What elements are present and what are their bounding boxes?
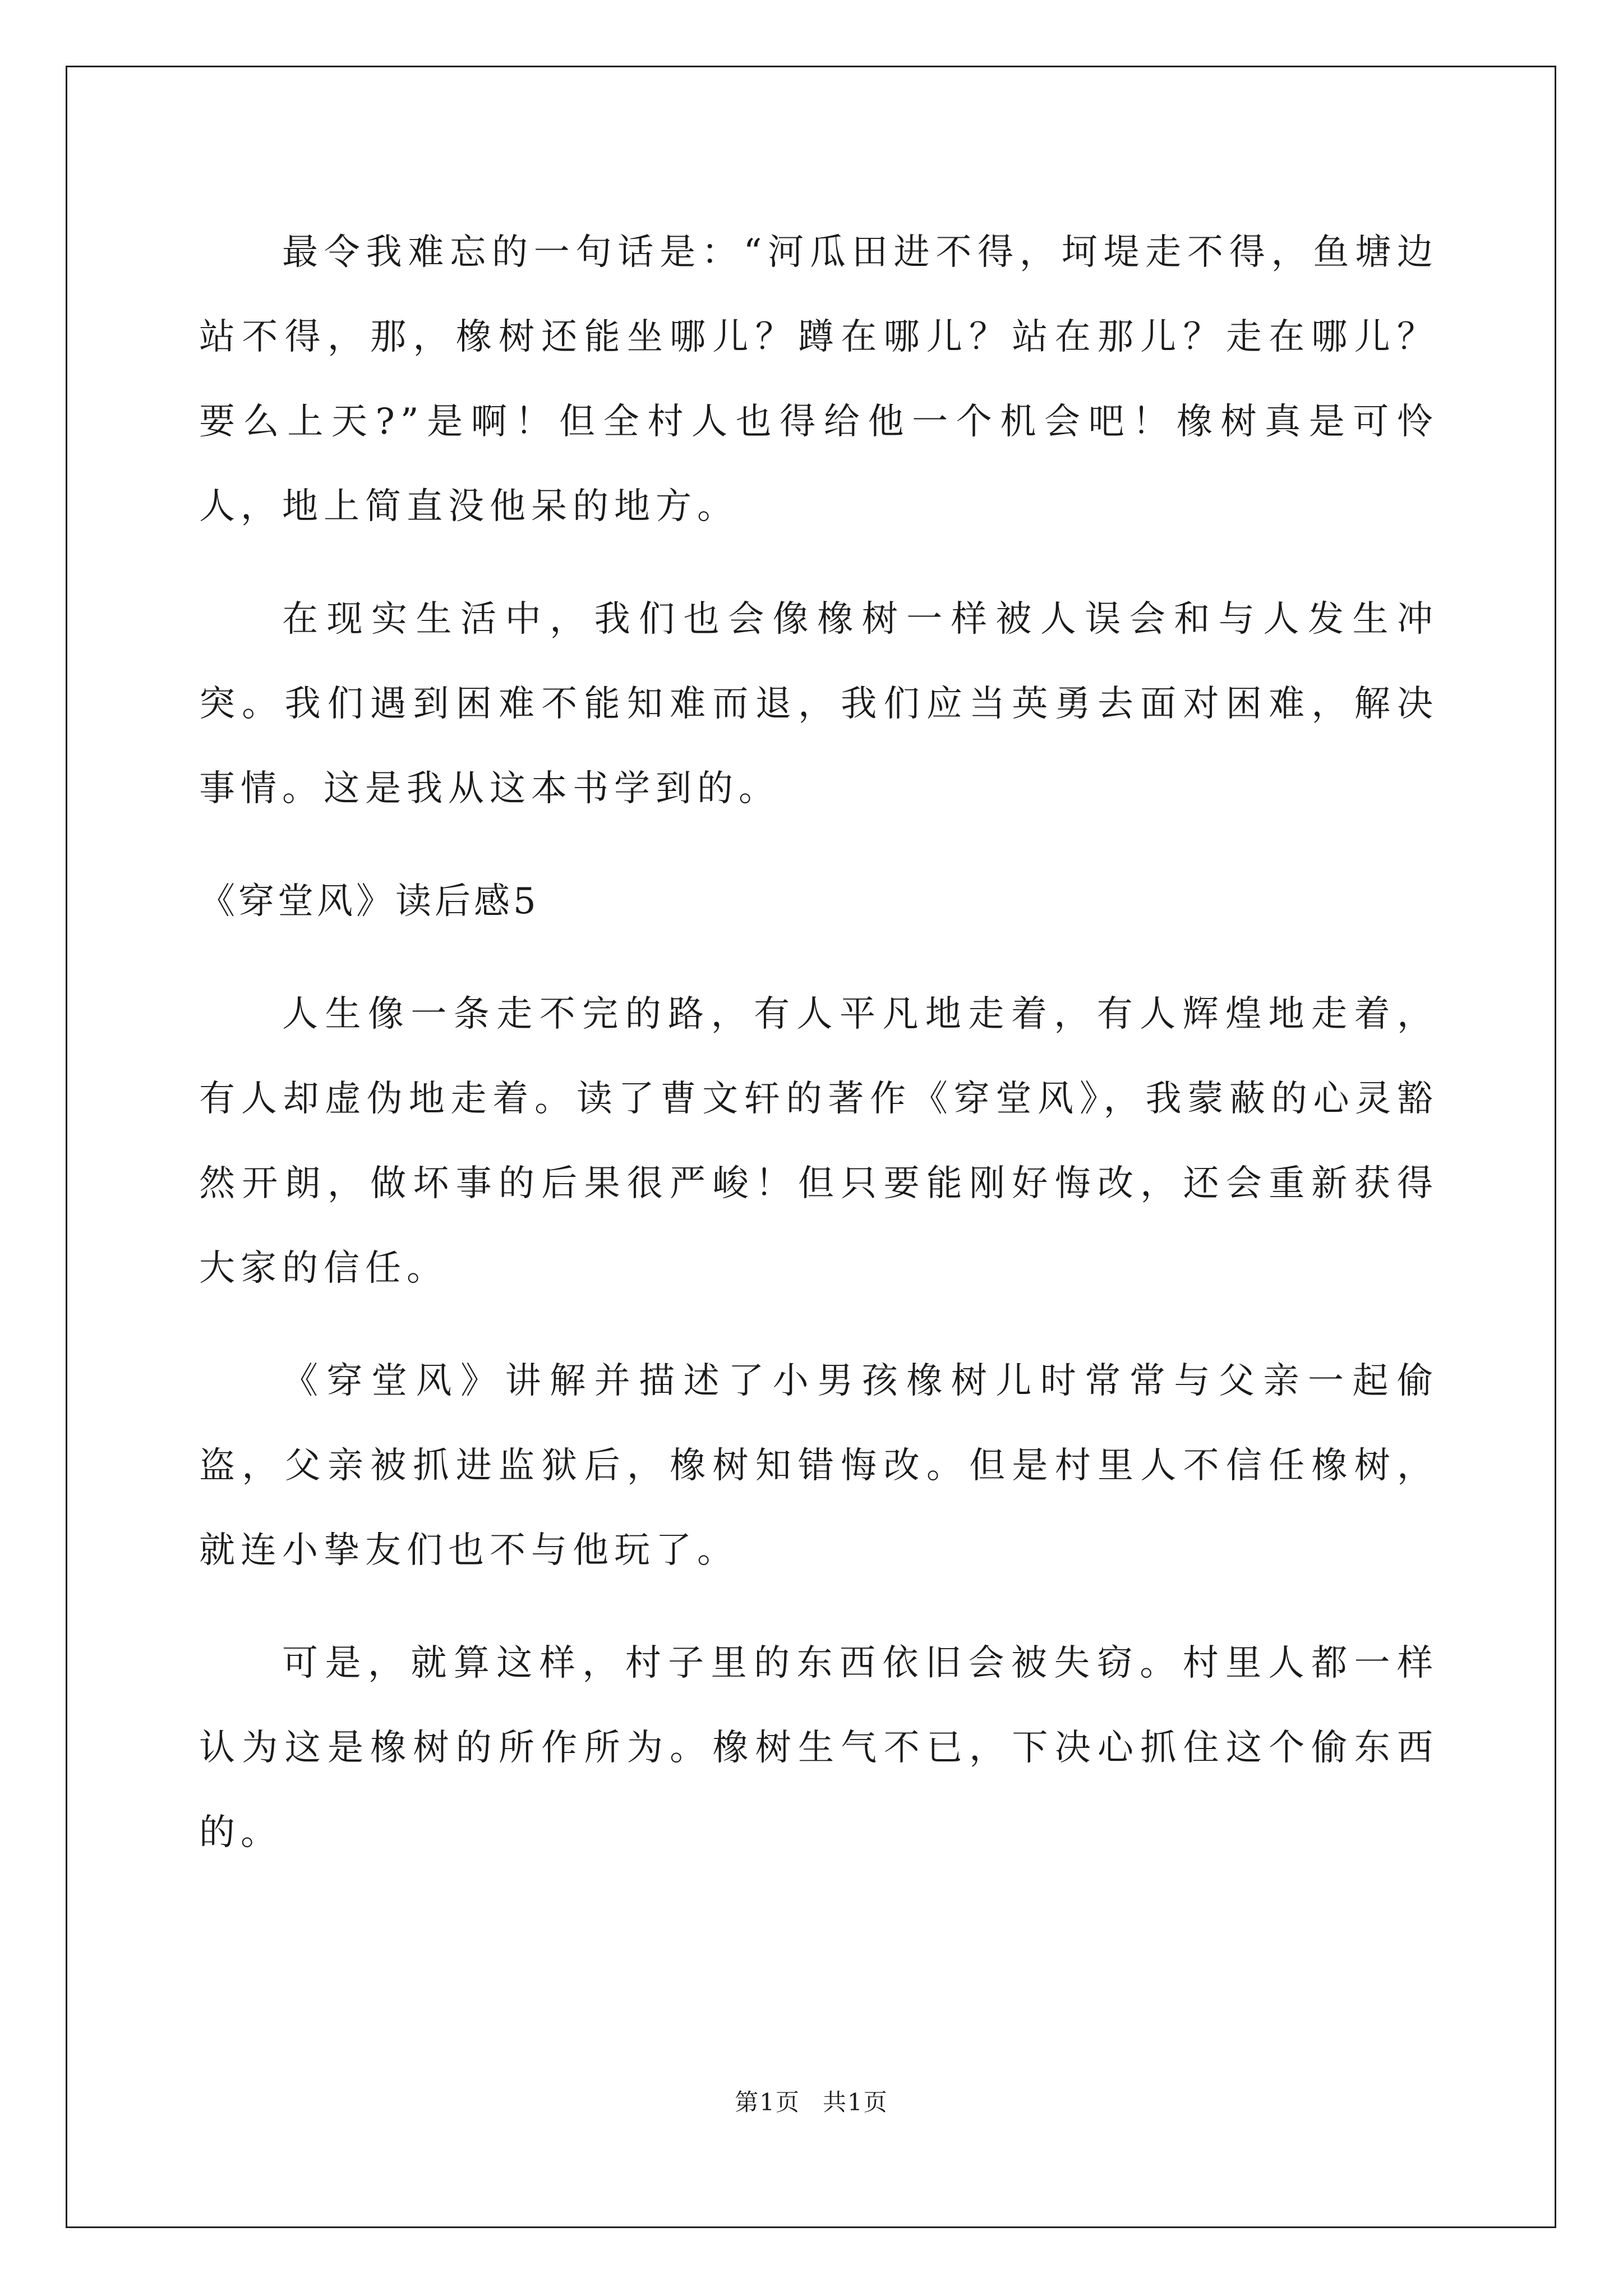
page-footer [0, 2084, 1623, 2118]
page-total: 共1页 [823, 2088, 888, 2116]
paragraph: 可是，就算这样，村子里的东西依旧会被失窃。村里人都一样认为这是橡树的所作所为。橡树生气不已，下决心抓住这个偷东西的。 [199, 1642, 1438, 1853]
paragraph: 在现实生活中，我们也会像橡树一样被人误会和与人发生冲突。我们遇到困难不能知难而退，我们应当英勇去面对困难，解决事情。这是我从这本书学到的。 [199, 599, 1438, 809]
paragraph: 人生像一条走不完的路，有人平凡地走着，有人辉煌地走着，有人却虚伪地走着。读了曹文轩的著作《穿堂风》，我蒙蔽的心灵豁然开朗，做坏事的后果很严峻！但只要能刚好悔改，还会重新获得大家的信任。 [199, 993, 1438, 1289]
page-number: 第1页 [735, 2088, 800, 2116]
document-body [199, 210, 1438, 1875]
paragraph: 最令我难忘的一句话是：“河瓜田进不得，坷堤走不得，鱼塘边站不得，那，橡树还能坐哪儿？蹲在哪儿？站在那儿？走在哪儿？要么上天?”是啊！但全村人也得给他一个机会吧！橡树真是可怜人，地上简直没他呆的地方。 [199, 232, 1438, 527]
paragraph: 《穿堂风》讲解并描述了小男孩橡树儿时常常与父亲一起偷盗，父亲被抓进监狱后，橡树知错悔改。但是村里人不信任橡树，就连小挚友们也不与他玩了。 [199, 1360, 1438, 1571]
section-heading: 《穿堂风》读后感5 [199, 881, 540, 922]
